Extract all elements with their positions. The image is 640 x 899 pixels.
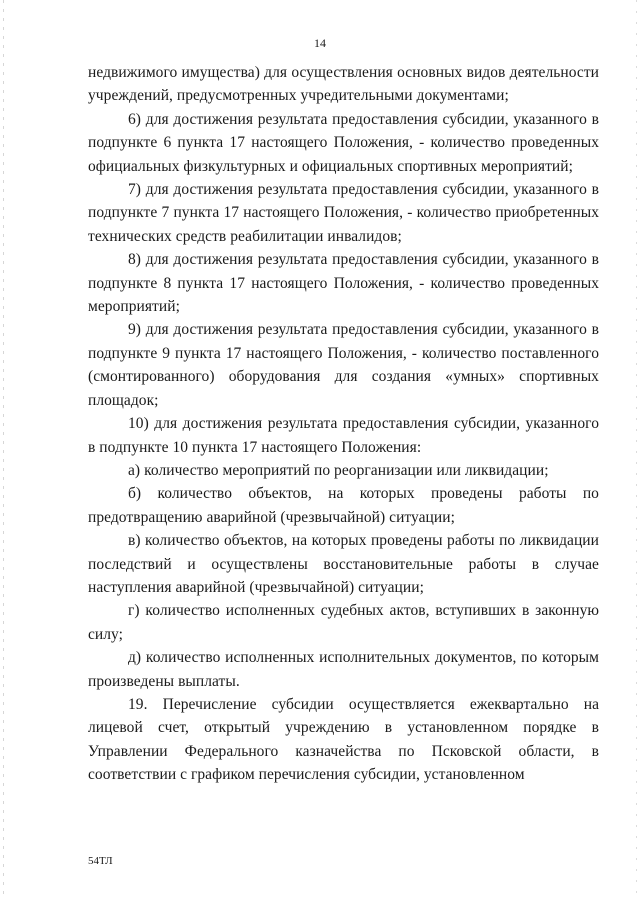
paragraph: 8) для достижения результата предоставления субсидии, указанного в подпункте 8 пункта 17 настоящего Положения, - количество проведенных мероприятий; — [88, 251, 599, 316]
paragraph: в) количество объектов, на которых проведены работы по ликвидации последствий и осуществлены восстановительные работы в случае наступления аварийной (чрезвычайной) ситуации; — [88, 532, 599, 596]
paragraph: 7) для достижения результата предоставления субсидии, указанного в подпункте 7 пункта 17 настоящего Положения, - количество приобретенных технических средств реабилитации инвалидов; — [88, 181, 599, 245]
scan-edge-left — [3, 0, 4, 899]
paragraph: 6) для достижения результата предоставления субсидии, указанного в подпункте 6 пункта 17 настоящего Положения, - количество проведенных официальных физкультурных и официальных спортивных мероприятий; — [88, 110, 599, 175]
footer-code: 54ТЛ — [88, 855, 113, 867]
page-number: 14 — [314, 36, 326, 50]
paragraph: 9) для достижения результата предоставления субсидии, указанного в подпункте 9 пункта 17 настоящего Положения, - количество поставленного (смонтированного) оборудования для создания «умных» спортивных площадок; — [88, 321, 599, 409]
paragraph: д) количество исполненных исполнительных документов, по которым произведены выплаты. — [88, 649, 599, 690]
paragraph: г) количество исполненных судебных актов, вступивших в законную силу; — [88, 602, 599, 643]
scan-edge-right — [636, 0, 637, 899]
body-text — [88, 61, 599, 787]
paragraph: недвижимого имущества) для осуществления основных видов деятельности учреждений, предусмотренных учредительными документами; — [88, 64, 599, 105]
paragraph: 19. Перечисление субсидии осуществляется ежеквартально на лицевой счет, открытый учреждению в установленном порядке в Управлении Федерального казначейства по Псковской области, в соответствии с графиком перечисления субсидии, установленном — [88, 695, 599, 784]
paragraph: 10) для достижения результата предоставления субсидии, указанного в подпункте 10 пункта 17 настоящего Положения: — [88, 415, 599, 456]
paragraph: б) количество объектов, на которых проведены работы по предотвращению аварийной (чрезвычайной) ситуации; — [88, 485, 599, 526]
paragraph: а) количество мероприятий по реорганизации или ликвидации; — [128, 461, 549, 479]
